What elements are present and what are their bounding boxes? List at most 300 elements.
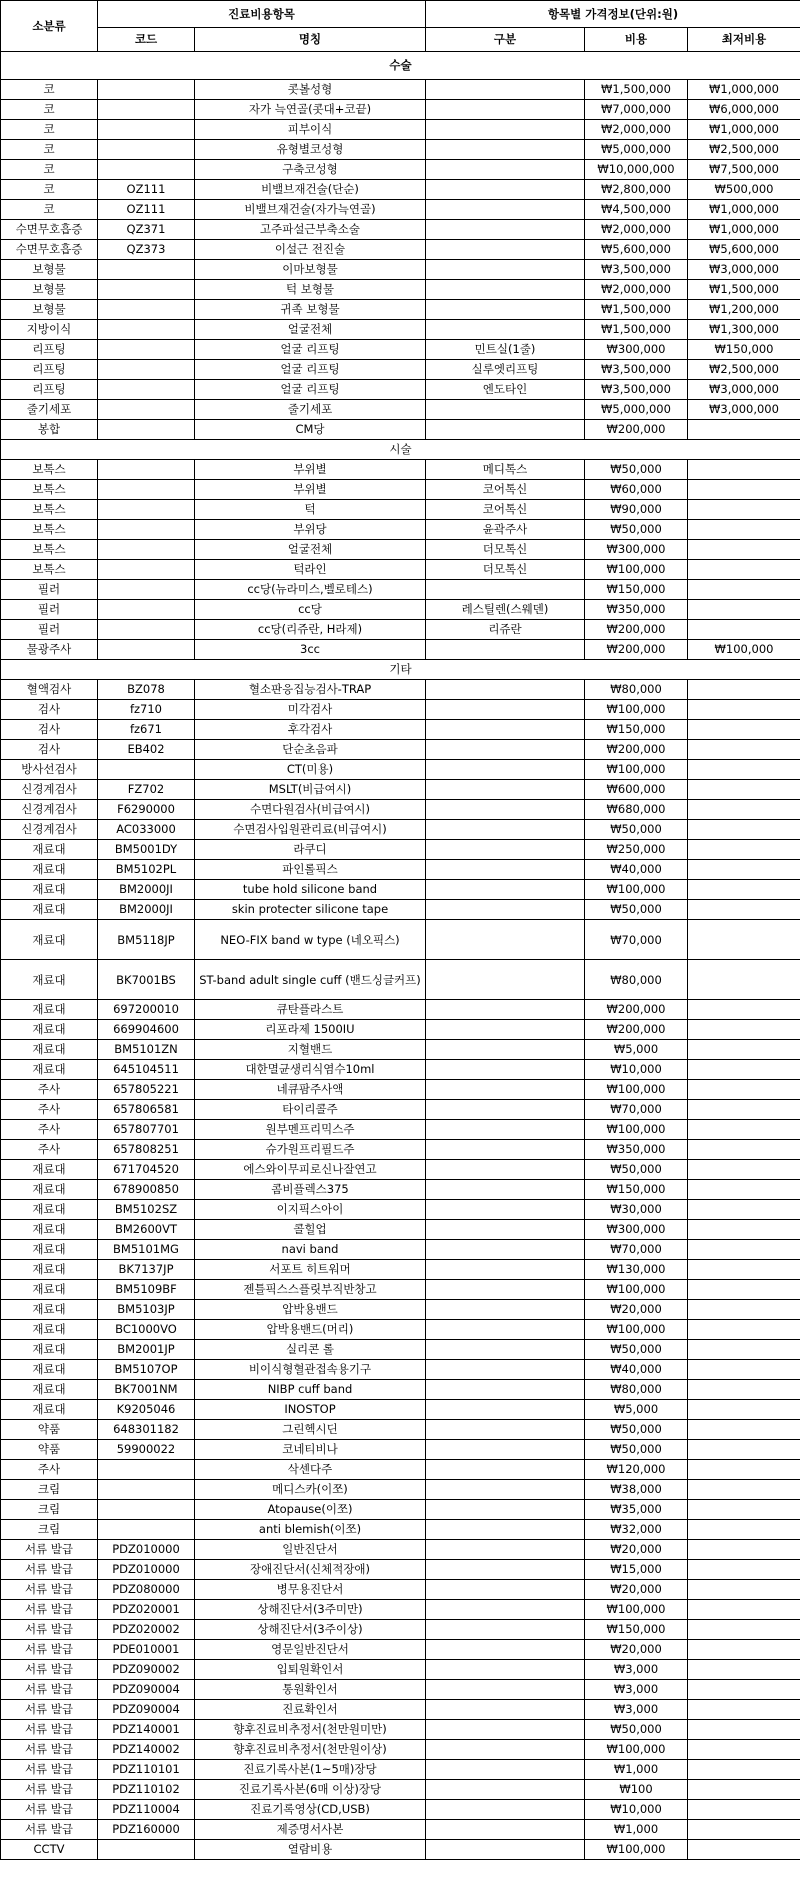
cell-division — [426, 700, 585, 720]
cell-division: 코어톡신 — [426, 500, 585, 520]
cell-name: 큐탄플라스트 — [195, 1000, 426, 1020]
table-row — [1, 1460, 800, 1480]
cell-min-cost — [688, 500, 800, 520]
cell-cost: ₩130,000 — [585, 1260, 688, 1280]
cell-name: 콧볼성형 — [195, 80, 426, 100]
cell-code: PDZ110102 — [98, 1780, 195, 1800]
table-row — [1, 340, 800, 360]
table-row — [1, 1580, 800, 1600]
cell-subcategory: 보형물 — [1, 280, 98, 300]
cell-division — [426, 1300, 585, 1320]
cell-code: BM5101MG — [98, 1240, 195, 1260]
cell-cost: ₩70,000 — [585, 1240, 688, 1260]
cell-subcategory: 검사 — [1, 720, 98, 740]
table-row — [1, 1320, 800, 1340]
cell-name: NEO-FIX band w type (네오픽스) — [195, 920, 426, 960]
cell-cost: ₩70,000 — [585, 920, 688, 960]
cell-division — [426, 1020, 585, 1040]
cell-cost: ₩100,000 — [585, 880, 688, 900]
cell-name: cc당(뉴라미스,벨로테스) — [195, 580, 426, 600]
cell-name: 피부이식 — [195, 120, 426, 140]
cell-subcategory: 서류 발급 — [1, 1720, 98, 1740]
cell-cost: ₩100,000 — [585, 1840, 688, 1860]
cell-code — [98, 1460, 195, 1480]
cell-name: 단순초음파 — [195, 740, 426, 760]
cell-subcategory: 물광주사 — [1, 640, 98, 660]
cell-division — [426, 1440, 585, 1460]
cell-division — [426, 880, 585, 900]
cell-cost: ₩30,000 — [585, 1200, 688, 1220]
cell-code: PDZ140001 — [98, 1720, 195, 1740]
table-row — [1, 1240, 800, 1260]
table-row — [1, 1160, 800, 1180]
cell-cost: ₩150,000 — [585, 580, 688, 600]
cell-division: 엔도타인 — [426, 380, 585, 400]
cell-name: 3cc — [195, 640, 426, 660]
cell-cost: ₩350,000 — [585, 1140, 688, 1160]
cell-subcategory: 주사 — [1, 1100, 98, 1120]
table-row — [1, 1260, 800, 1280]
cell-division — [426, 1080, 585, 1100]
cell-min-cost — [688, 1600, 800, 1620]
cell-name: 진료기록사본(6매 이상)장당 — [195, 1780, 426, 1800]
cell-subcategory: 보톡스 — [1, 560, 98, 580]
cell-subcategory: 보톡스 — [1, 460, 98, 480]
cell-min-cost — [688, 1060, 800, 1080]
cell-division — [426, 1380, 585, 1400]
header-subcategory: 소분류 — [1, 1, 98, 52]
cell-division — [426, 780, 585, 800]
cell-min-cost — [688, 1620, 800, 1640]
cell-code: BK7001BS — [98, 960, 195, 1000]
cell-subcategory: 보톡스 — [1, 520, 98, 540]
cell-division — [426, 140, 585, 160]
cell-division — [426, 900, 585, 920]
cell-name: 비밸브재건술(단순) — [195, 180, 426, 200]
table-row — [1, 180, 800, 200]
cell-name: 지혈밴드 — [195, 1040, 426, 1060]
cell-min-cost — [688, 540, 800, 560]
cell-name: 네큐팜주사액 — [195, 1080, 426, 1100]
cell-cost: ₩200,000 — [585, 1020, 688, 1040]
cell-name: 향후진료비추정서(천만원미만) — [195, 1720, 426, 1740]
cell-division — [426, 240, 585, 260]
table-row — [1, 1340, 800, 1360]
cell-subcategory: 방사선검사 — [1, 760, 98, 780]
table-row — [1, 1780, 800, 1800]
cell-code: AC033000 — [98, 820, 195, 840]
cell-name: 상해진단서(3주이상) — [195, 1620, 426, 1640]
table-row — [1, 880, 800, 900]
cell-subcategory: 재료대 — [1, 1000, 98, 1020]
cell-subcategory: 신경계검사 — [1, 820, 98, 840]
table-row — [1, 840, 800, 860]
table-row — [1, 1660, 800, 1680]
cell-subcategory: 재료대 — [1, 860, 98, 880]
cell-subcategory: 서류 발급 — [1, 1680, 98, 1700]
cell-subcategory: 주사 — [1, 1460, 98, 1480]
cell-division — [426, 1460, 585, 1480]
table-row — [1, 860, 800, 880]
cell-subcategory: 보톡스 — [1, 480, 98, 500]
cell-name: 실리콘 롤 — [195, 1340, 426, 1360]
cell-code: OZ111 — [98, 180, 195, 200]
cell-division — [426, 120, 585, 140]
cell-name: 줄기세포 — [195, 400, 426, 420]
cell-subcategory: 서류 발급 — [1, 1820, 98, 1840]
cell-min-cost — [688, 1140, 800, 1160]
cell-cost: ₩5,000,000 — [585, 140, 688, 160]
cell-cost: ₩680,000 — [585, 800, 688, 820]
cell-subcategory: 서류 발급 — [1, 1700, 98, 1720]
table-header — [1, 1, 800, 52]
section-title: 기타 — [1, 660, 800, 680]
cell-name: 라쿠디 — [195, 840, 426, 860]
header-price-group: 항목별 가격정보(단위:원) — [426, 1, 800, 28]
cell-cost: ₩7,000,000 — [585, 100, 688, 120]
cell-min-cost: ₩1,000,000 — [688, 120, 800, 140]
cell-subcategory: 리프팅 — [1, 340, 98, 360]
cell-code: 657807701 — [98, 1120, 195, 1140]
cell-code: 645104511 — [98, 1060, 195, 1080]
cell-division: 코어톡신 — [426, 480, 585, 500]
cell-subcategory: 크림 — [1, 1480, 98, 1500]
cell-division — [426, 420, 585, 440]
cell-name: anti blemish(이쪼) — [195, 1520, 426, 1540]
cell-subcategory: 서류 발급 — [1, 1660, 98, 1680]
cell-min-cost — [688, 740, 800, 760]
cell-name: 영문일반진단서 — [195, 1640, 426, 1660]
cell-min-cost — [688, 1220, 800, 1240]
cell-name: 유형별코성형 — [195, 140, 426, 160]
table-row — [1, 760, 800, 780]
cell-code: BM2000JI — [98, 900, 195, 920]
cell-min-cost — [688, 880, 800, 900]
cell-min-cost — [688, 1500, 800, 1520]
cell-min-cost — [688, 1120, 800, 1140]
cell-code: PDZ080000 — [98, 1580, 195, 1600]
cell-min-cost — [688, 1780, 800, 1800]
cell-division — [426, 80, 585, 100]
cell-subcategory: 줄기세포 — [1, 400, 98, 420]
cell-code: BM5103JP — [98, 1300, 195, 1320]
cell-subcategory: 코 — [1, 100, 98, 120]
table-row — [1, 1800, 800, 1820]
cell-min-cost — [688, 1080, 800, 1100]
cell-cost: ₩50,000 — [585, 1720, 688, 1740]
table-row — [1, 680, 800, 700]
cell-subcategory: 코 — [1, 200, 98, 220]
cell-subcategory: 서류 발급 — [1, 1560, 98, 1580]
table-row — [1, 400, 800, 420]
table-row — [1, 1560, 800, 1580]
cell-division — [426, 1040, 585, 1060]
cell-name: 턱 — [195, 500, 426, 520]
cell-division — [426, 920, 585, 960]
cell-code: BM5109BF — [98, 1280, 195, 1300]
table-row — [1, 1700, 800, 1720]
table-row — [1, 120, 800, 140]
cell-subcategory: 보톡스 — [1, 500, 98, 520]
cell-subcategory: 주사 — [1, 1140, 98, 1160]
cell-division — [426, 1480, 585, 1500]
cell-name: 상해진단서(3주미만) — [195, 1600, 426, 1620]
table-row — [1, 1420, 800, 1440]
cell-code — [98, 340, 195, 360]
cell-name: 삭센다주 — [195, 1460, 426, 1480]
cell-division — [426, 1500, 585, 1520]
cell-cost: ₩50,000 — [585, 1340, 688, 1360]
cell-subcategory: 필러 — [1, 600, 98, 620]
cell-subcategory: 재료대 — [1, 1320, 98, 1340]
cell-name: 열람비용 — [195, 1840, 426, 1860]
cell-cost: ₩100,000 — [585, 1320, 688, 1340]
table-body — [1, 52, 800, 1860]
cell-subcategory: 수면무호흡증 — [1, 220, 98, 240]
cell-code: FZ702 — [98, 780, 195, 800]
cell-subcategory: 서류 발급 — [1, 1540, 98, 1560]
cell-division — [426, 840, 585, 860]
cell-min-cost — [688, 1420, 800, 1440]
cell-name: 귀족 보형물 — [195, 300, 426, 320]
cell-subcategory: 서류 발급 — [1, 1740, 98, 1760]
cell-name: 턱라인 — [195, 560, 426, 580]
cell-min-cost — [688, 1460, 800, 1480]
cell-name: 병무용진단서 — [195, 1580, 426, 1600]
cell-min-cost — [688, 460, 800, 480]
table-row — [1, 1040, 800, 1060]
cell-subcategory: 리프팅 — [1, 380, 98, 400]
cell-code: 657805221 — [98, 1080, 195, 1100]
cell-division — [426, 1280, 585, 1300]
cell-name: 얼굴 리프팅 — [195, 380, 426, 400]
cell-division — [426, 320, 585, 340]
cell-cost: ₩600,000 — [585, 780, 688, 800]
cell-cost: ₩100,000 — [585, 1740, 688, 1760]
cell-division — [426, 1780, 585, 1800]
header-cost: 비용 — [585, 28, 688, 52]
table-row — [1, 460, 800, 480]
cell-subcategory: 서류 발급 — [1, 1600, 98, 1620]
cell-name: Atopause(이쪼) — [195, 1500, 426, 1520]
cell-min-cost — [688, 1700, 800, 1720]
cell-name: 원부멘프리믹스주 — [195, 1120, 426, 1140]
table-row — [1, 1600, 800, 1620]
cell-subcategory: 코 — [1, 140, 98, 160]
cell-code — [98, 500, 195, 520]
cell-cost: ₩40,000 — [585, 860, 688, 880]
cell-code — [98, 160, 195, 180]
cell-cost: ₩100,000 — [585, 560, 688, 580]
table-row — [1, 540, 800, 560]
table-row — [1, 900, 800, 920]
cell-subcategory: 재료대 — [1, 900, 98, 920]
cell-code: BM2000JI — [98, 880, 195, 900]
cell-code: PDZ140002 — [98, 1740, 195, 1760]
cell-cost: ₩3,500,000 — [585, 380, 688, 400]
cell-code: K9205046 — [98, 1400, 195, 1420]
table-row — [1, 160, 800, 180]
section-row — [1, 52, 800, 80]
table-row — [1, 300, 800, 320]
cell-name: 이마보형물 — [195, 260, 426, 280]
cell-division — [426, 860, 585, 880]
cell-division: 리쥬란 — [426, 620, 585, 640]
cell-code — [98, 420, 195, 440]
cell-code: PDZ090004 — [98, 1680, 195, 1700]
table-row — [1, 360, 800, 380]
cell-name: NIBP cuff band — [195, 1380, 426, 1400]
cell-name: 진료확인서 — [195, 1700, 426, 1720]
cell-code — [98, 460, 195, 480]
cell-subcategory: 재료대 — [1, 1220, 98, 1240]
cell-min-cost: ₩1,500,000 — [688, 280, 800, 300]
cell-subcategory: 크림 — [1, 1520, 98, 1540]
cell-name: 얼굴전체 — [195, 320, 426, 340]
cell-subcategory: 재료대 — [1, 1060, 98, 1080]
cell-division — [426, 1560, 585, 1580]
cell-code: PDE010001 — [98, 1640, 195, 1660]
cell-code — [98, 480, 195, 500]
cell-subcategory: 재료대 — [1, 1280, 98, 1300]
cell-subcategory: 재료대 — [1, 840, 98, 860]
table-row — [1, 1740, 800, 1760]
cell-min-cost — [688, 1760, 800, 1780]
cell-code: PDZ110101 — [98, 1760, 195, 1780]
cell-division — [426, 1640, 585, 1660]
cell-cost: ₩100,000 — [585, 1120, 688, 1140]
cell-code — [98, 640, 195, 660]
cell-cost: ₩150,000 — [585, 1180, 688, 1200]
cell-division — [426, 720, 585, 740]
cell-min-cost — [688, 1200, 800, 1220]
cell-cost: ₩50,000 — [585, 900, 688, 920]
cell-name: navi band — [195, 1240, 426, 1260]
cell-min-cost — [688, 1400, 800, 1420]
cell-subcategory: 재료대 — [1, 1160, 98, 1180]
cell-min-cost — [688, 1800, 800, 1820]
cell-name: 에스와이무피로신나잘연고 — [195, 1160, 426, 1180]
header-name: 명칭 — [195, 28, 426, 52]
cell-code: 657806581 — [98, 1100, 195, 1120]
table-row — [1, 1020, 800, 1040]
cell-code — [98, 600, 195, 620]
cell-min-cost — [688, 600, 800, 620]
table-row — [1, 500, 800, 520]
cell-code — [98, 100, 195, 120]
cell-cost: ₩50,000 — [585, 1440, 688, 1460]
cell-code — [98, 400, 195, 420]
table-row — [1, 1400, 800, 1420]
cell-cost: ₩1,500,000 — [585, 80, 688, 100]
cell-subcategory: 보톡스 — [1, 540, 98, 560]
cell-cost: ₩120,000 — [585, 1460, 688, 1480]
cell-division — [426, 1400, 585, 1420]
cell-min-cost — [688, 1380, 800, 1400]
cell-cost: ₩40,000 — [585, 1360, 688, 1380]
cell-code — [98, 760, 195, 780]
cell-name: 대한멸균생리식염수10ml — [195, 1060, 426, 1080]
cell-min-cost — [688, 560, 800, 580]
cell-code — [98, 380, 195, 400]
cell-name: 압박용밴드 — [195, 1300, 426, 1320]
cell-min-cost: ₩3,000,000 — [688, 400, 800, 420]
cell-code: OZ111 — [98, 200, 195, 220]
cell-subcategory: 서류 발급 — [1, 1780, 98, 1800]
cell-min-cost: ₩500,000 — [688, 180, 800, 200]
cell-min-cost: ₩2,500,000 — [688, 360, 800, 380]
cell-name: 부위당 — [195, 520, 426, 540]
cell-subcategory: 신경계검사 — [1, 800, 98, 820]
cell-subcategory: 필러 — [1, 620, 98, 640]
cell-name: cc당 — [195, 600, 426, 620]
cell-subcategory: 신경계검사 — [1, 780, 98, 800]
section-title: 시술 — [1, 440, 800, 460]
cell-name: cc당(리쥬란, H라제) — [195, 620, 426, 640]
cell-division — [426, 1140, 585, 1160]
cell-subcategory: 지방이식 — [1, 320, 98, 340]
cell-division — [426, 1740, 585, 1760]
cell-code: PDZ020001 — [98, 1600, 195, 1620]
cell-cost: ₩60,000 — [585, 480, 688, 500]
cell-cost: ₩15,000 — [585, 1560, 688, 1580]
cell-division — [426, 280, 585, 300]
cell-subcategory: 리프팅 — [1, 360, 98, 380]
table-row — [1, 1360, 800, 1380]
cell-subcategory: 서류 발급 — [1, 1760, 98, 1780]
cell-code: PDZ110004 — [98, 1800, 195, 1820]
cell-division — [426, 1520, 585, 1540]
cell-code — [98, 300, 195, 320]
cell-min-cost — [688, 1540, 800, 1560]
table-row — [1, 1200, 800, 1220]
section-title: 수술 — [1, 52, 800, 80]
table-row — [1, 1760, 800, 1780]
cell-min-cost: ₩2,500,000 — [688, 140, 800, 160]
cell-cost: ₩150,000 — [585, 720, 688, 740]
table-row — [1, 1120, 800, 1140]
cell-division — [426, 1420, 585, 1440]
cell-code: BZ078 — [98, 680, 195, 700]
cell-division — [426, 1180, 585, 1200]
cell-cost: ₩300,000 — [585, 1220, 688, 1240]
cell-min-cost: ₩7,500,000 — [688, 160, 800, 180]
cell-code — [98, 1520, 195, 1540]
cell-subcategory: 코 — [1, 120, 98, 140]
cell-subcategory: 재료대 — [1, 1020, 98, 1040]
table-row — [1, 640, 800, 660]
cell-min-cost: ₩1,300,000 — [688, 320, 800, 340]
table-row — [1, 140, 800, 160]
cell-division — [426, 1000, 585, 1020]
table-row — [1, 1280, 800, 1300]
cell-subcategory: 재료대 — [1, 1340, 98, 1360]
cell-name: 그린헥시딘 — [195, 1420, 426, 1440]
cell-name: MSLT(비급여시) — [195, 780, 426, 800]
cell-code: PDZ010000 — [98, 1560, 195, 1580]
cell-min-cost — [688, 1680, 800, 1700]
cell-code: 678900850 — [98, 1180, 195, 1200]
cell-name: 진료기록영상(CD,USB) — [195, 1800, 426, 1820]
cell-cost: ₩100,000 — [585, 760, 688, 780]
cell-division — [426, 160, 585, 180]
table-row — [1, 320, 800, 340]
table-row — [1, 1000, 800, 1020]
cell-code: PDZ160000 — [98, 1820, 195, 1840]
cell-min-cost: ₩1,000,000 — [688, 80, 800, 100]
cell-division — [426, 1240, 585, 1260]
cell-cost: ₩50,000 — [585, 1420, 688, 1440]
